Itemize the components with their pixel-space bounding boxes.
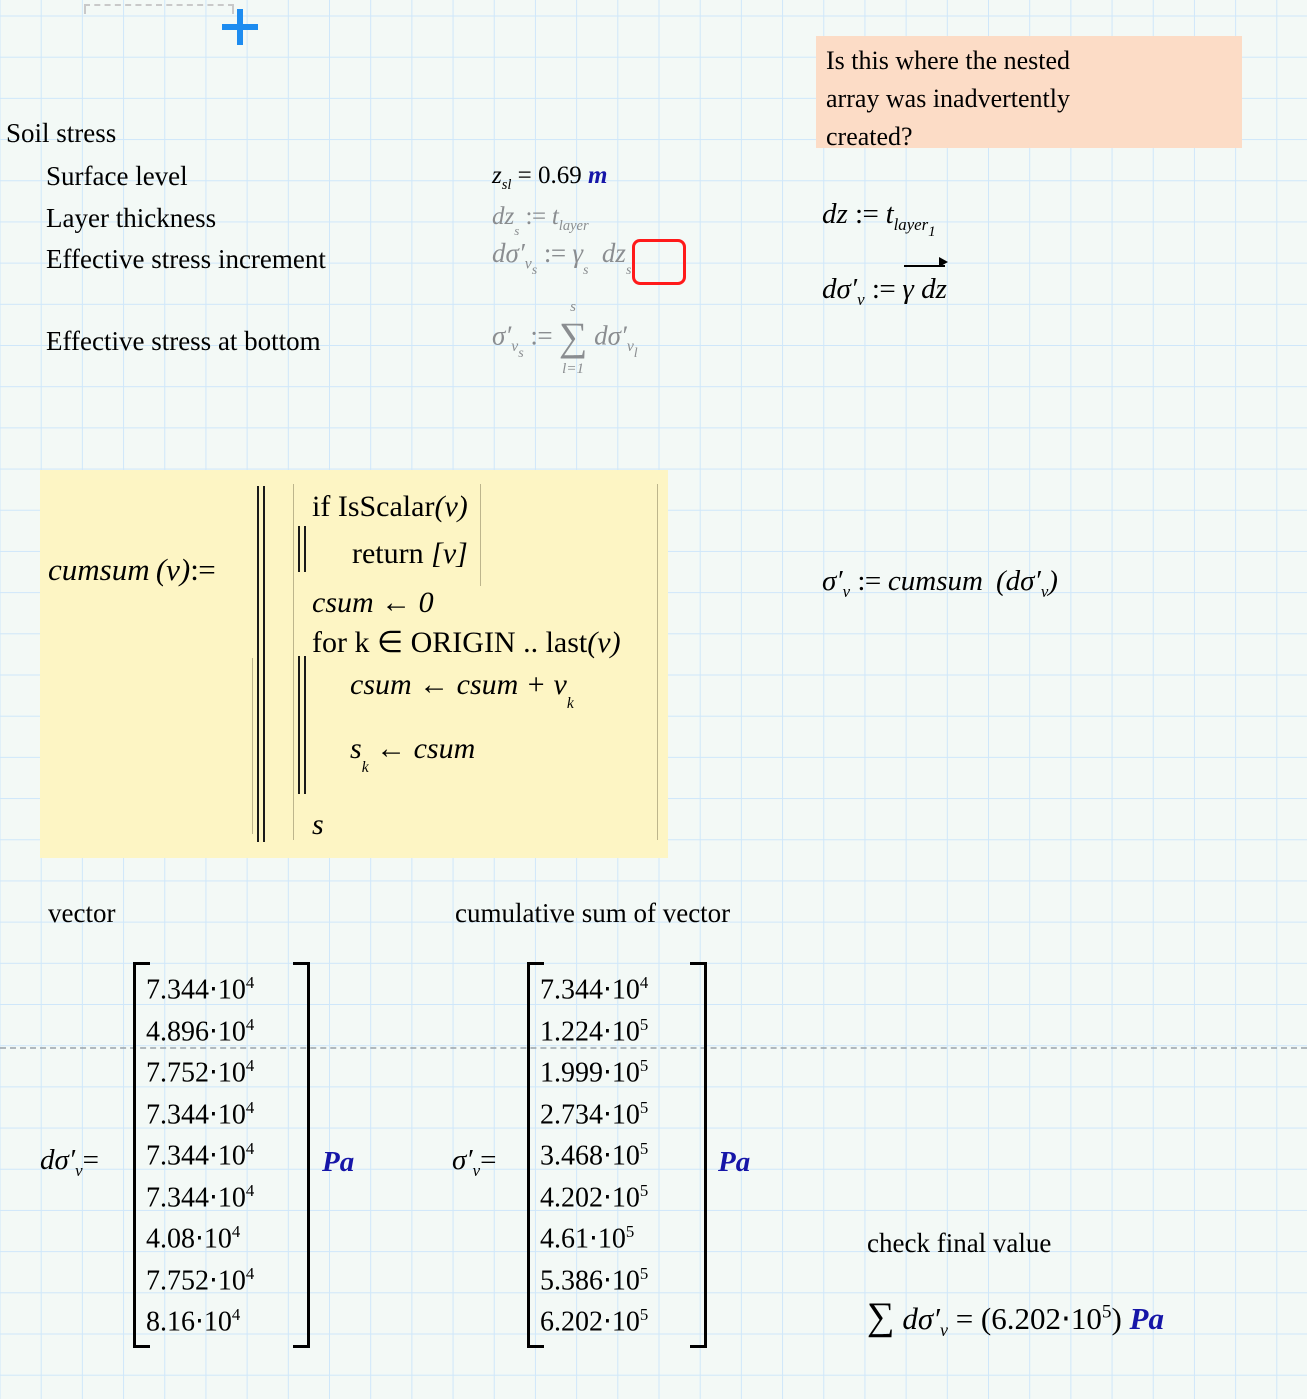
assign-operator: :=	[530, 320, 553, 351]
symbol-sigma-prime: σ′	[822, 565, 843, 597]
argument-v: (v)	[434, 490, 468, 523]
matrix-cell: $4.61\cdot 10^5$	[540, 1222, 635, 1255]
program-bar-if-1	[298, 526, 300, 572]
symbol-sigma-prime: σ′	[452, 1144, 473, 1176]
symbol-t: t	[551, 203, 559, 230]
matrix-cell: $7.344\cdot 10^4$	[540, 973, 649, 1006]
annotation-note[interactable]	[816, 36, 1242, 151]
label-cumulative-sum-of-vector: cumulative sum of vector	[455, 898, 731, 928]
matrix-cell: $7.344\cdot 10^4$	[146, 1139, 255, 1172]
symbol-gamma: γ	[572, 238, 583, 268]
program-line-if[interactable]	[312, 490, 468, 524]
matrix-cell: $2.734\cdot 10^5$	[540, 1097, 649, 1130]
equals-sign: =	[955, 1301, 974, 1336]
return-value: [v]	[431, 537, 468, 570]
matrix-cell: $3.468\cdot 10^5$	[540, 1139, 649, 1172]
equation-surface-level[interactable]	[492, 163, 607, 193]
subscript-s-inner: s	[531, 262, 538, 279]
label-vector: vector	[48, 898, 116, 928]
subscript-v: v	[472, 1160, 481, 1180]
symbol-dz: dz	[492, 203, 515, 230]
result-parenthesized: $(6.202\cdot 10^5)$	[980, 1301, 1122, 1336]
unit-pascal: Pa	[718, 1146, 751, 1178]
function-name-cumsum: cumsum	[887, 565, 983, 597]
symbol-dsigma-prime: dσ′	[492, 238, 525, 268]
result-exponent: 5	[1101, 1301, 1112, 1323]
matrix-cell: $8.16\cdot 10^4$	[146, 1305, 241, 1338]
program-line-csum-init[interactable]: csum ← 0	[312, 586, 434, 619]
function-name-cumsum: cumsum	[48, 552, 150, 587]
symbol-dz-highlighted[interactable]: dz	[601, 238, 626, 268]
operand-dsigma-prime: dσ′	[902, 1301, 940, 1336]
equals-sign: =	[517, 162, 532, 189]
program-line-accumulate[interactable]	[350, 668, 574, 712]
matrix-cells-dsigma	[146, 962, 296, 1336]
selected-region-outline	[84, 4, 234, 14]
expression-csum-plus-v: csum ← csum + v	[350, 668, 567, 701]
assign-operator: :=	[525, 203, 546, 230]
matrix-cells-sigma	[540, 962, 690, 1336]
matrix-cell: $4.202\cdot 10^5$	[540, 1180, 649, 1213]
program-line-return[interactable]	[352, 537, 468, 571]
equation-final-check[interactable]	[867, 1295, 1164, 1341]
program-definition-header: cumsum (v):=	[48, 552, 216, 587]
program-line-for[interactable]	[312, 625, 621, 660]
matrix-cell: $7.344\cdot 10^4$	[146, 973, 255, 1006]
matrix-cell: $7.344\cdot 10^4$	[146, 1180, 255, 1213]
program-line-result[interactable]: s	[312, 808, 324, 841]
summation-symbol: ∑	[867, 1295, 895, 1338]
matrix-bracket-right	[690, 962, 707, 1348]
matrix-cell: $1.224\cdot 10^5$	[540, 1014, 649, 1047]
placeholder-guide-2	[293, 484, 294, 840]
keyword-for-origin-last: for k ∈ ORIGIN .. last	[312, 626, 588, 659]
symbol-z: z	[492, 162, 502, 189]
subscript-v: v	[524, 255, 532, 273]
sum-upper-limit: s	[570, 299, 576, 315]
equation-stress-bottom-dimmed[interactable]	[492, 299, 638, 377]
label-effective-stress-at-bottom: Effective stress at bottom	[46, 326, 321, 356]
symbol-dsigma-prime: dσ′	[40, 1144, 76, 1176]
matrix-cell: $1.999\cdot 10^5$	[540, 1056, 649, 1089]
matrix-cell: $4.896\cdot 10^4$	[146, 1014, 255, 1047]
subscript-l: l	[633, 344, 638, 361]
program-bar-outer-1	[257, 486, 259, 842]
assign-operator: :=	[857, 565, 881, 597]
subscript-v: v	[842, 581, 851, 601]
equation-dsigma-definition[interactable]	[822, 275, 947, 309]
subscript-v: v	[857, 289, 865, 309]
crosshair-cursor-icon	[222, 9, 258, 45]
matrix-cell: $7.344\cdot 10^4$	[146, 1097, 255, 1130]
keyword-if-isscalar: if IsScalar	[312, 490, 435, 523]
summand-dsigma-prime: dσ′	[594, 320, 627, 351]
subscript-s-inner: s	[518, 344, 524, 361]
sum-lower-limit: l=1	[562, 361, 584, 377]
argument-dsigma: dσ′	[1005, 565, 1041, 597]
program-bar-if-2	[304, 526, 306, 572]
subscript-k: k	[566, 694, 574, 712]
matrix-cell: $7.752\cdot 10^4$	[146, 1056, 255, 1089]
matrix-cell: $5.386\cdot 10^5$	[540, 1263, 649, 1296]
annotation-line-3: created?	[826, 122, 913, 151]
symbol-s: s	[350, 732, 362, 765]
assign-csum: ← csum	[376, 732, 476, 765]
function-parameter: v	[166, 552, 180, 587]
subscript-v: v	[75, 1160, 83, 1180]
unit-meter: m	[588, 162, 608, 189]
subscript-s-gamma: s	[582, 262, 589, 279]
equals-sign: =	[82, 1144, 99, 1176]
vectorize-operator	[902, 275, 946, 304]
placeholder-guide-3	[480, 484, 481, 586]
assign-operator: :=	[543, 238, 566, 268]
label-surface-level: Surface level	[46, 161, 188, 191]
equals-sign: =	[480, 1144, 497, 1176]
placeholder-guide-4	[657, 484, 658, 840]
subscript-layer: layer	[558, 218, 589, 234]
label-effective-stress-increment: Effective stress increment	[46, 244, 326, 274]
summation-operator: s ∑ l=1	[559, 322, 588, 355]
program-bar-for-1	[298, 656, 300, 794]
label-layer-thickness: Layer thickness	[46, 203, 217, 233]
value-surface-level: 0.69	[538, 162, 582, 189]
equation-stress-increment-dimmed[interactable]	[492, 238, 632, 279]
assign-operator: :=	[871, 273, 896, 305]
equation-layer-thickness-dimmed[interactable]	[492, 203, 589, 239]
matrix-label-dsigma	[40, 1144, 99, 1181]
matrix-cell: $4.08\cdot 10^4$	[146, 1222, 241, 1255]
subscript-layer: layer	[893, 214, 929, 234]
red-highlight-box	[632, 239, 686, 285]
annotation-line-1: Is this where the nested	[826, 46, 1071, 75]
unit-pascal: Pa	[1129, 1301, 1164, 1336]
page-title: Soil stress	[6, 118, 117, 148]
assign-operator: :=	[855, 198, 879, 230]
assign-operator: :=	[190, 552, 216, 587]
subscript-v-arg: v	[1040, 581, 1049, 601]
matrix-cell: $6.202\cdot 10^5$	[540, 1305, 649, 1338]
result-value: 6.202⋅10	[991, 1301, 1102, 1336]
unit-pascal: Pa	[322, 1146, 355, 1178]
argument-v: (v)	[587, 626, 621, 659]
symbol-dz: dz	[822, 198, 848, 230]
annotation-line-2: array was inadvertently	[826, 84, 1071, 113]
keyword-return: return	[352, 537, 424, 570]
equation-sigma-cumsum[interactable]: $\sigma'_v$ := cumsum $(d\sigma'_v)$	[822, 565, 1058, 601]
label-check-final-value: check final value	[867, 1228, 1052, 1258]
subscript-s: s	[514, 223, 520, 239]
subscript-sl: sl	[501, 177, 512, 193]
expression-gamma-dz: γ dz	[902, 273, 947, 305]
subscript-v: v	[511, 338, 519, 356]
program-bar-outer-2	[263, 486, 265, 842]
matrix-cell: $7.752\cdot 10^4$	[146, 1263, 255, 1296]
symbol-sigma-prime: σ′	[492, 320, 512, 351]
symbol-dsigma-prime: dσ′	[822, 273, 858, 305]
subscript-s-dz: s	[625, 262, 632, 279]
subscript-k: k	[361, 758, 369, 776]
matrix-label-sigma	[452, 1144, 496, 1181]
subscript-v-summand: v	[626, 338, 634, 356]
cumsum-program-region[interactable]	[40, 470, 668, 858]
subscript-v: v	[939, 1320, 948, 1341]
symbol-t: t	[885, 198, 894, 230]
equation-dz-definition[interactable]	[822, 198, 936, 241]
program-bar-for-2	[304, 656, 306, 794]
index-1: 1	[928, 224, 936, 241]
program-line-store[interactable]	[350, 732, 476, 776]
placeholder-guide-1	[252, 658, 253, 834]
